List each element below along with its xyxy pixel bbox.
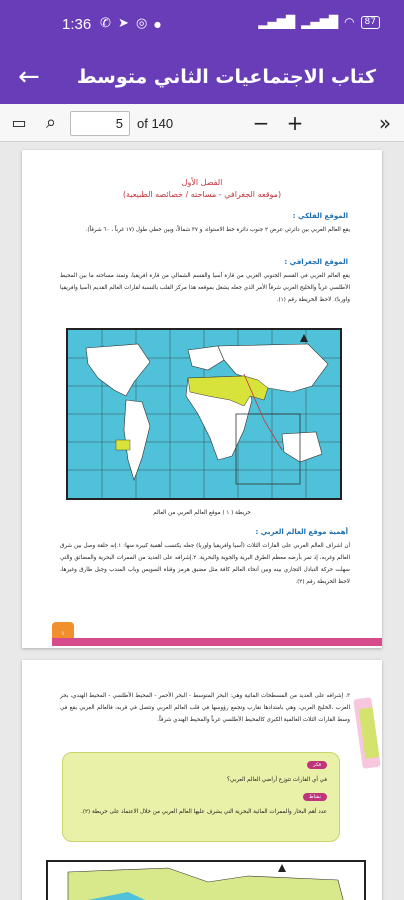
section-heading-geographic: الموقع الجغرافي : xyxy=(284,258,348,266)
question-box xyxy=(62,752,340,842)
paragraph-importance: أن اشراف العالم العربي على القارات الثلاث (آسيا وافريقيا واوربا) جعله يكتسب أهمية كبيرة منها: ١.إنه حلقة وصل بين شرق العالم وغربه، إذ تمر بأرضه معظم الطرق البرية والجوية والبحرية. ٢.إشرافه على العديد من الممرات البحرية والمضائق والتي سهلت حركة التبادل التجاري بينه وبين أنحاء العالم كافة مثل مضيق هرمز وقناة السويس وباب المندب وجبل طارق وغيرها، لاحظ الخريطة رقم (٢). xyxy=(60,543,350,585)
app-title: كتاب الاجتماعيات الثاني متوسط xyxy=(76,66,376,88)
page-footer-bar xyxy=(52,638,382,646)
region-map-graphic xyxy=(48,862,364,900)
sidebar-toggle-icon[interactable]: ▭ xyxy=(11,113,27,132)
pdf-page-5 xyxy=(22,150,382,648)
wifi-icon: ◠ xyxy=(344,15,355,29)
paragraph-astronomical: يقع العالم العربي بين دائرتي عرض ٢ جنوب دائرة خط الاستواء، و ٣٧ شمالاً، وبين خطي طول (١٧ غرباً ، ٦٠ شرقاً). xyxy=(85,227,350,233)
telegram-icon: ➤ xyxy=(118,16,129,31)
zoom-out-icon[interactable]: − xyxy=(252,111,270,135)
status-right xyxy=(258,15,380,29)
activity-question: عدد أهم البحار والممرات المائية البحرية التي يشرف عليها العالم العربي من خلال الاعتماد على خريطة (٢). xyxy=(81,809,327,815)
page-tab-badge: ١ xyxy=(52,622,74,646)
chapter-subtitle: (موقعه الجغرافي - مساحته / خصائصه الطبيعية) xyxy=(122,190,282,199)
page-count-label: of 140 xyxy=(137,116,174,131)
world-map-graphic xyxy=(68,330,340,498)
section-heading-importance: أهمية موقع العالم العربي : xyxy=(255,528,348,536)
battery-icon: 87 xyxy=(361,16,380,29)
section-heading-astronomical: الموقع الفلكي : xyxy=(292,212,348,220)
pdf-page-6 xyxy=(22,660,382,900)
signal-icon-2: ▂▄▆█ xyxy=(301,15,339,29)
search-icon[interactable]: ⌕ xyxy=(45,112,57,133)
map-caption: خريطة ( ١ ) موقع العالم العربي من العالم xyxy=(153,510,251,516)
more-tools-icon[interactable]: » xyxy=(378,111,392,135)
status-time: 1:36 xyxy=(62,16,92,33)
pdf-viewer[interactable] xyxy=(0,142,404,900)
pdf-toolbar xyxy=(0,104,404,142)
status-bar xyxy=(0,0,404,52)
chapter-title: الفصل الأول xyxy=(181,178,223,187)
page-number-input[interactable] xyxy=(70,111,130,136)
world-map-image xyxy=(66,328,342,500)
signal-icon: ▂▄▆█ xyxy=(258,15,296,29)
app-bar xyxy=(0,52,404,104)
think-question: في أي القارات تتوزع أراضي العالم العربي؟ xyxy=(227,777,327,783)
think-label: فكر xyxy=(307,761,327,769)
zoom-in-icon[interactable]: + xyxy=(286,111,304,135)
whatsapp-icon: ◎ xyxy=(136,16,148,31)
phone-icon: ✆ xyxy=(100,16,111,31)
paragraph-water-bodies: ٣. إشرافه على العديد من المسطحات المائية وهي: البحر المتوسط - البحر الأحمر - المحيط الأطلسي - المحيط الهندي، بحر العرب ،الخليج العربي، وهي بامتدادها تقارب وتجمع رؤوسها في قلب العالم العربي وتتصل في قربه، فالعالم العربي يقع في وسط القارات الثلاث العالمية الكبرى كالمحيط الأطلسي غرباً والمحيط الهندي شرقاً. xyxy=(60,693,350,723)
region-map-image xyxy=(46,860,366,900)
dot-icon: ● xyxy=(154,20,161,29)
activity-label: نشاط xyxy=(303,793,327,801)
back-arrow-icon[interactable]: ← xyxy=(18,62,40,92)
paragraph-geographic: يقع العالم العربي في القسم الجنوبي الغربي من قارة آسيا والقسم الشمالي من قارة افريقيا، وتمتد مساحته ما بين المحيط الأطلسي غرباً والخليج العربي شرقاً الأمر الذي جعله يشغل بموقعه هذا مركز القلب بالنسبة لقارات العالم القديم (آسيا وافريقيا واوربا). لاحظ الخريطة رقم (١). xyxy=(60,273,350,303)
